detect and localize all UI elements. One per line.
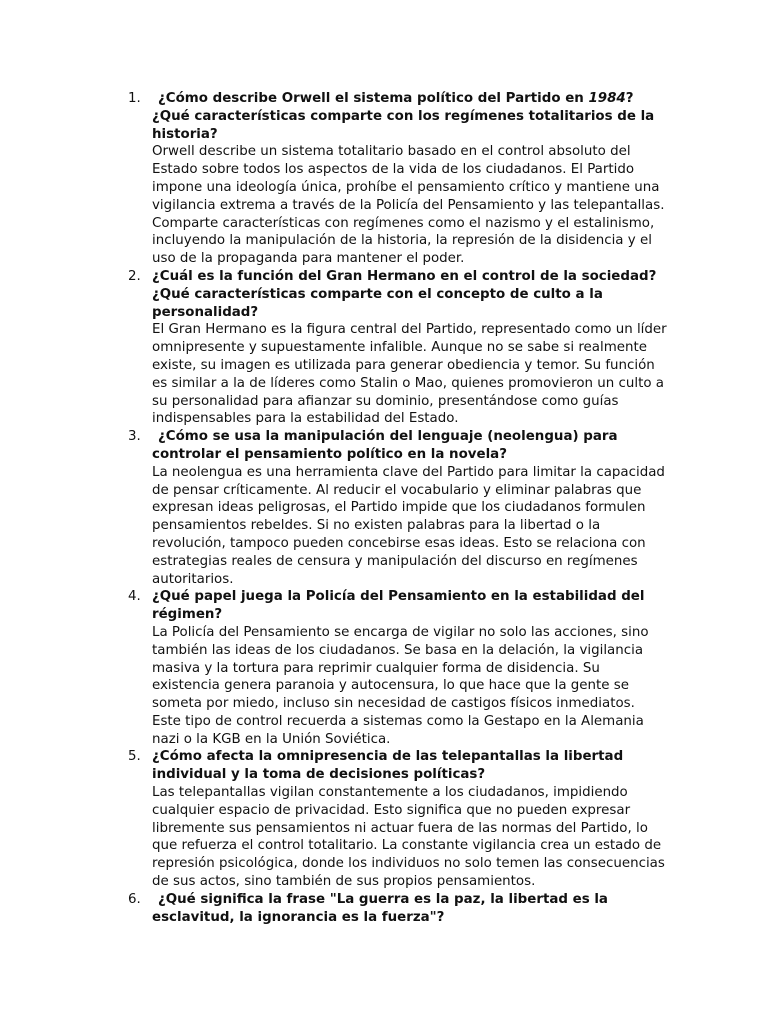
item-number: 1.	[128, 91, 141, 106]
item-number: 2.	[128, 268, 141, 284]
question-heading: ¿Qué papel juega la Policía del Pensamiento en la estabilidad del régimen?	[152, 589, 645, 623]
item-number: 4.	[128, 589, 141, 605]
item-number: 6.	[128, 891, 141, 907]
answer-paragraph: La Policía del Pensamiento se encarga de vigilar no solo las acciones, sino también las ideas de los ciudadanos. Se basa en la delación, la vigilancia masiva y la tortura para reprimir cualquier forma de disidencia. Su existencia genera paranoia y autocensura, lo que hace que la gente se someta por miedo, incluso sin necesidad de castigos físicos inmediatos. Este tipo de control recuerda a sistemas como la Gestapo en la Alemania nazi o la KGB en la Unión Soviética.	[152, 624, 649, 747]
list-item-2	[128, 268, 668, 428]
list-item-3	[128, 428, 668, 588]
question-heading	[152, 90, 668, 143]
list-item-1	[128, 90, 668, 268]
book-title: 1984	[588, 91, 626, 106]
answer-paragraph: Las telepantallas vigilan constantemente a los ciudadanos, impidiendo cualquier espacio de privacidad. Esto significa que no pueden expresar libremente sus pensamientos ni actuar fuera de las normas del Partido, lo que refuerza el control totalitario. La constante vigilancia crea un estado de represión psicológica, donde los individuos no solo temen las consecuencias de sus actos, sino también de sus propios pensamientos.	[152, 785, 665, 890]
answer-paragraph: El Gran Hermano es la figura central del Partido, representado como un líder omnipresente y supuestamente infalible. Aunque no se sabe si realmente existe, su imagen es utilizada para generar obediencia y temor. Su función es similar a la de líderes como Stalin o Mao, quienes promovieron un culto a su personalidad para afianzar su dominio, presentándose como guías indispensables para la estabilidad del Estado.	[152, 322, 667, 427]
answer-paragraph: Orwell describe un sistema totalitario basado en el control absoluto del Estado sobre todos los aspectos de la vida de los ciudadanos. El Partido impone una ideología única, prohíbe el pensamiento crítico y mantiene una vigilancia extrema a través de la Policía del Pensamiento y las telepantallas. Comparte características con regímenes como el nazismo y el estalinismo, incluyendo la manipulación de la historia, la represión de la disidencia y el uso de la propaganda para mantener el poder.	[152, 144, 665, 267]
question-text-part: ? ¿Qué características comparte con los regímenes totalitarios de la historia?	[152, 91, 655, 142]
item-number: 5.	[128, 749, 141, 765]
question-heading: ¿Cómo se usa la manipulación del lenguaje (neolengua) para controlar el pensamiento político en la novela?	[152, 429, 618, 462]
answer-paragraph: La neolengua es una herramienta clave del Partido para limitar la capacidad de pensar críticamente. Al reducir el vocabulario y eliminar palabras que expresan ideas peligrosas, el Partido impide que los ciudadanos formulen pensamientos rebeldes. Si no existen palabras para la libertad o la revolución, tampoco pueden concebirse esas ideas. Esto se relaciona con estrategias reales de censura y manipulación del discurso en regímenes autoritarios.	[152, 464, 665, 587]
list-item-5	[128, 748, 668, 890]
list-item-6	[128, 891, 668, 927]
question-list	[128, 90, 668, 926]
question-heading: ¿Cuál es la función del Gran Hermano en el control de la sociedad? ¿Qué características comparte con el concepto de culto a la personalidad?	[152, 268, 657, 320]
question-text-part: ¿Cómo describe Orwell el sistema político del Partido en	[158, 91, 589, 106]
item-number: 3.	[128, 429, 141, 445]
question-heading: ¿Cómo afecta la omnipresencia de las telepantallas la libertad individual y la toma de decisiones políticas?	[152, 749, 624, 783]
question-heading: ¿Qué significa la frase "La guerra es la paz, la libertad es la esclavitud, la ignorancia es la fuerza"?	[152, 891, 608, 925]
list-item-4	[128, 588, 668, 748]
